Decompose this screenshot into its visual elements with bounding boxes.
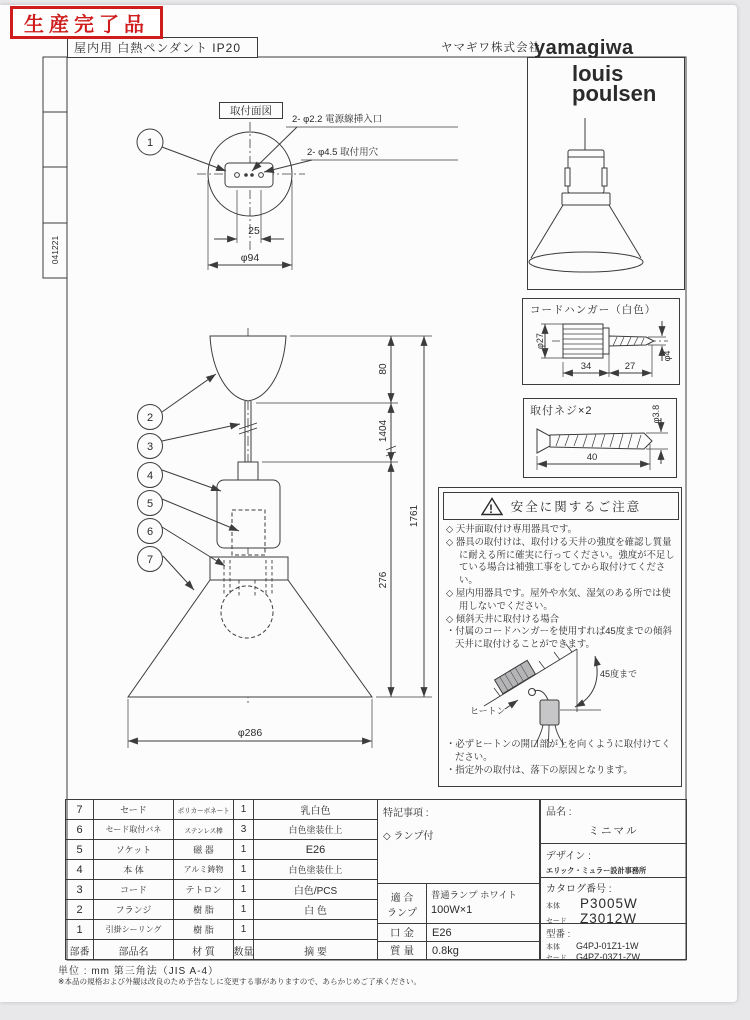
part-name: セード bbox=[94, 800, 174, 820]
yamagiwa-logo: yamagiwa bbox=[534, 37, 634, 59]
part-qty: 1 bbox=[234, 900, 254, 920]
part-no: 4 bbox=[66, 860, 94, 880]
safety-note: ・必ずヒートンの開口部が上を向くように取付けてください。 bbox=[446, 738, 671, 762]
discontinued-stamp-label: 生産完了品 bbox=[24, 14, 149, 36]
catalog-body-label: 本体 bbox=[546, 903, 560, 910]
product-name-cell bbox=[541, 800, 686, 844]
svg-text:1404: 1404 bbox=[378, 419, 389, 443]
part-material: 磁 器 bbox=[174, 840, 234, 860]
part-name: セード取付バネ bbox=[94, 820, 174, 840]
svg-text:2- φ4.5 取付用穴: 2- φ4.5 取付用穴 bbox=[307, 147, 379, 158]
svg-text:25: 25 bbox=[248, 225, 260, 237]
part-material: ステンレス棒 bbox=[174, 820, 234, 840]
part-material: テトロン bbox=[174, 880, 234, 900]
model-body-label: 本体 bbox=[546, 944, 560, 951]
safety-item: ◇ 傾斜天井に取付ける場合 bbox=[446, 612, 559, 624]
part-remarks: 白色塗装仕上 bbox=[254, 820, 377, 840]
part-remarks: 白 色 bbox=[254, 900, 377, 920]
model-shade-number: G4PZ-03Z1-ZW bbox=[576, 952, 641, 962]
catalog-label: カタログ番号 : bbox=[546, 884, 612, 895]
part-remarks: 白色/PCS bbox=[254, 880, 377, 900]
parts-table bbox=[65, 799, 378, 960]
svg-text:φ27: φ27 bbox=[535, 333, 545, 349]
drawing-title: 屋内用 白熱ペンダント IP20 bbox=[74, 41, 241, 55]
design-label: デザイン : bbox=[546, 851, 591, 862]
safety-item-list bbox=[446, 523, 676, 651]
lamp-value-cell: 普通ランプ ホワイト 100W×1 bbox=[427, 884, 539, 924]
design-cell bbox=[541, 844, 686, 878]
safety-item: ◇ 器具の取付けは、取付ける天井の強度を確認し質量に耐える所に確実に行ってください。強度が不足している場合は補強工事をしてから取付けてください。 bbox=[446, 535, 675, 586]
svg-text:!: ! bbox=[488, 501, 495, 516]
safety-panel bbox=[438, 487, 682, 787]
part-qty: 3 bbox=[234, 820, 254, 840]
part-name: 引掛シーリング bbox=[94, 920, 174, 940]
safety-note-list bbox=[446, 738, 678, 776]
catalog-shade-number: Z3012W bbox=[580, 911, 638, 926]
discontinued-stamp bbox=[10, 6, 163, 39]
svg-text:φ3.8: φ3.8 bbox=[651, 404, 661, 424]
part-name: 本 体 bbox=[94, 860, 174, 880]
special-notes-cell bbox=[378, 800, 539, 884]
part-no: 1 bbox=[66, 920, 94, 940]
special-notes-value: ◇ ランプ付 bbox=[383, 831, 434, 842]
parts-header-name: 部品名 bbox=[94, 940, 174, 960]
safety-note: ・指定外の取付は、落下の原因となります。 bbox=[446, 763, 633, 775]
mounting-view-dimensions bbox=[241, 113, 382, 264]
special-notes-label: 特記事項 : bbox=[383, 808, 429, 819]
svg-text:4: 4 bbox=[146, 470, 154, 482]
svg-text:louis: louis bbox=[572, 61, 624, 86]
svg-text:45度まで: 45度まで bbox=[600, 669, 638, 679]
design-value: エリック・ミュラー設計事務所 bbox=[546, 866, 647, 875]
disclaimer-note: ※本品の規格および外観は改良のため予告なしに変更する事がありますので、あらかじめご了承ください。 bbox=[58, 977, 422, 986]
part-qty: 1 bbox=[234, 920, 254, 940]
units-note: 単位 : mm 第三角法（JIS A-4） bbox=[58, 966, 220, 977]
weight-label-cell: 質 量 bbox=[378, 942, 427, 959]
svg-text:poulsen: poulsen bbox=[572, 81, 657, 106]
svg-text:φ4: φ4 bbox=[662, 350, 672, 362]
cord-hanger-title: コードハンガー（白色） bbox=[530, 304, 657, 316]
model-cell bbox=[541, 924, 686, 962]
part-qty: 1 bbox=[234, 840, 254, 860]
front-view-balloons bbox=[138, 405, 163, 572]
part-remarks: 白色塗装仕上 bbox=[254, 860, 377, 880]
safety-item: ◇ 屋内用器具です。屋外や水気、湿気のある所では使用しないでください。 bbox=[446, 586, 671, 611]
svg-text:7: 7 bbox=[146, 554, 154, 566]
mounting-view-drawing bbox=[162, 122, 458, 270]
part-no: 5 bbox=[66, 840, 94, 860]
front-view-drawing bbox=[128, 328, 432, 748]
base-label-cell: 口 金 bbox=[378, 924, 427, 942]
svg-text:φ286: φ286 bbox=[237, 727, 263, 739]
part-no: 2 bbox=[66, 900, 94, 920]
part-qty: 1 bbox=[234, 880, 254, 900]
catalog-shade-label: セード bbox=[546, 918, 567, 925]
model-body-number: G4PJ-01Z1-1W bbox=[576, 941, 639, 951]
balloon-1-number: 1 bbox=[146, 137, 154, 149]
catalog-cell bbox=[541, 878, 686, 924]
safety-title: 安全に関するご注意 bbox=[510, 500, 642, 514]
part-name: コード bbox=[94, 880, 174, 900]
svg-text:5: 5 bbox=[146, 498, 154, 510]
safety-item: ・付属のコードハンガーを使用すれば45度までの傾斜天井に取付けることができます。 bbox=[446, 625, 672, 650]
part-name: フランジ bbox=[94, 900, 174, 920]
catalog-body-number: P3005W bbox=[580, 896, 638, 911]
svg-text:27: 27 bbox=[624, 361, 636, 372]
model-label: 型番 : bbox=[546, 929, 571, 940]
part-remarks: E26 bbox=[254, 840, 377, 860]
svg-text:80: 80 bbox=[378, 363, 389, 375]
drawing-title-box bbox=[67, 37, 258, 58]
parts-header-material: 材 質 bbox=[174, 940, 234, 960]
mounting-view-title: 取付面図 bbox=[219, 102, 283, 119]
model-shade-label: セード bbox=[546, 955, 567, 962]
parts-header-no: 部番 bbox=[66, 940, 94, 960]
product-name-label: 品名 : bbox=[546, 807, 572, 818]
svg-text:ヒートン: ヒートン bbox=[470, 706, 506, 716]
part-remarks bbox=[254, 920, 377, 940]
part-no: 3 bbox=[66, 880, 94, 900]
svg-text:40: 40 bbox=[586, 452, 598, 463]
safety-title-bar bbox=[443, 492, 679, 520]
company-name: ヤマギワ株式会社 bbox=[441, 42, 541, 54]
mounting-screw-title: 取付ネジ×2 bbox=[530, 405, 593, 417]
svg-text:2- φ2.2 電源線挿入口: 2- φ2.2 電源線挿入口 bbox=[292, 114, 383, 125]
part-no: 6 bbox=[66, 820, 94, 840]
part-remarks: 乳白色 bbox=[254, 800, 377, 820]
safety-item: ◇ 天井面取付け専用器具です。 bbox=[446, 523, 577, 534]
product-table bbox=[540, 799, 687, 960]
parts-header-remarks: 摘 要 bbox=[304, 946, 327, 958]
base-value-cell: E26 bbox=[427, 924, 539, 942]
revision-label: 041221 bbox=[50, 235, 60, 265]
svg-text:6: 6 bbox=[146, 526, 154, 538]
part-material: 樹 脂 bbox=[174, 920, 234, 940]
svg-text:φ94: φ94 bbox=[240, 252, 260, 264]
lamp-label-cell: 適 合 ランプ bbox=[378, 884, 427, 924]
spec-table bbox=[377, 799, 540, 960]
part-material: 樹 脂 bbox=[174, 900, 234, 920]
warning-icon bbox=[481, 497, 503, 516]
svg-text:276: 276 bbox=[378, 571, 389, 589]
part-qty: 1 bbox=[234, 860, 254, 880]
part-material: アルミ鋳物 bbox=[174, 860, 234, 880]
product-name: ミニマル bbox=[588, 825, 639, 837]
svg-text:3: 3 bbox=[146, 441, 154, 453]
louis-poulsen-panel bbox=[527, 57, 685, 290]
part-no: 7 bbox=[66, 800, 94, 820]
weight-value-cell: 0.8kg bbox=[432, 944, 459, 957]
svg-text:2: 2 bbox=[146, 412, 154, 424]
part-qty: 1 bbox=[234, 800, 254, 820]
parts-header-qty: 数量 bbox=[234, 940, 254, 960]
part-name: ソケット bbox=[94, 840, 174, 860]
svg-text:1761: 1761 bbox=[409, 504, 420, 528]
part-material: ポリカーボネート bbox=[174, 800, 234, 820]
svg-text:34: 34 bbox=[580, 361, 592, 372]
